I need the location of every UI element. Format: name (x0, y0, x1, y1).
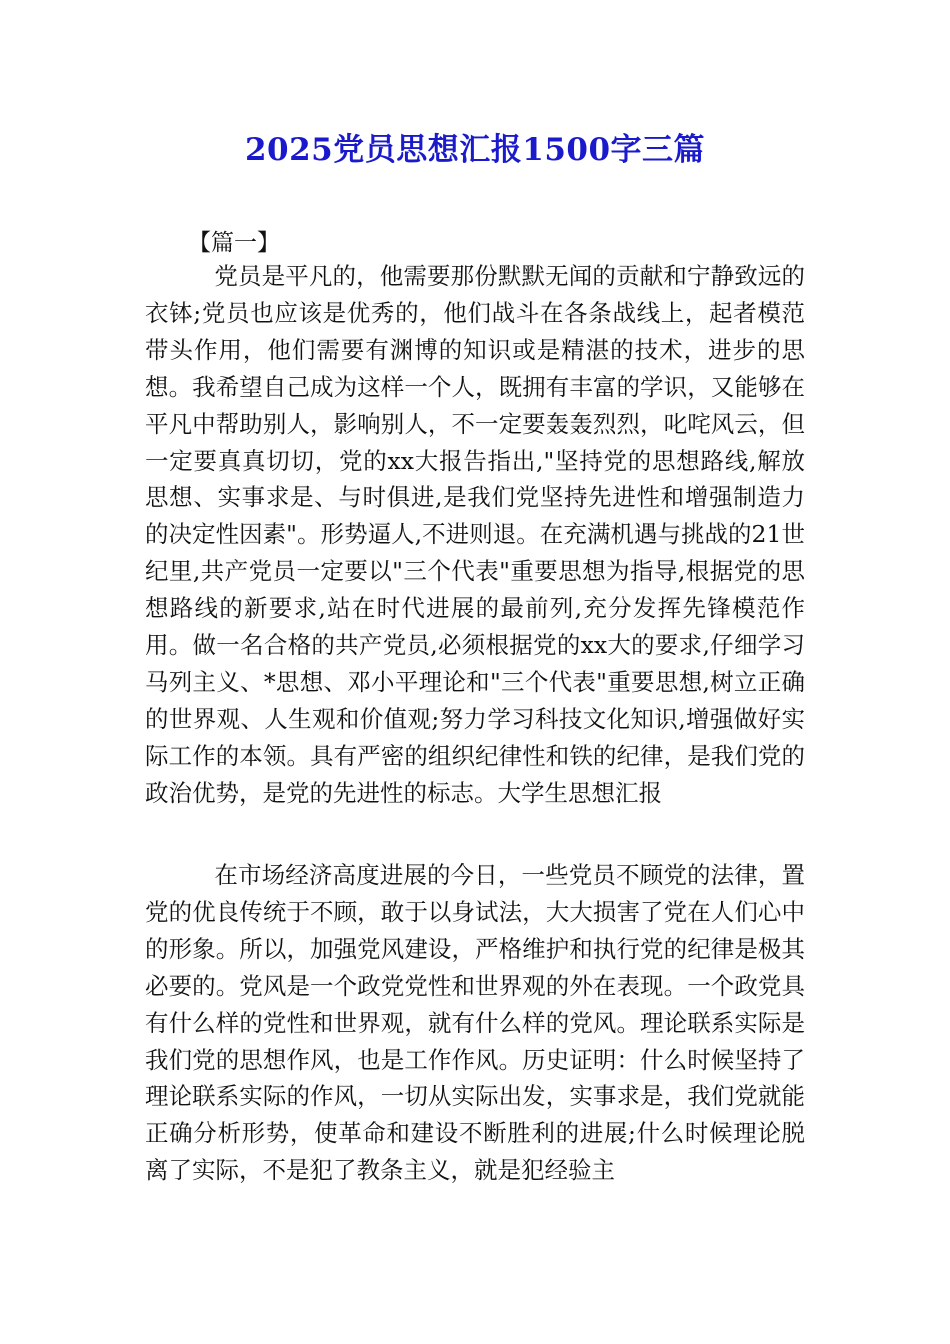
body-paragraph: 党员是平凡的，他需要那份默默无闻的贡献和宁静致远的衣钵;党员也应该是优秀的，他们战斗在各条战线上，起者模范带头作用，他们需要有渊博的知识或是精湛的技术，进步的思想。我希望自己成为这样一个人，既拥有丰富的学识，又能够在平凡中帮助别人，影响别人，不一定要轰轰烈烈，叱咤风云，但一定要真真切切，党的xx大报告指出,"坚持党的思想路线,解放思想、实事求是、与时俱进,是我们党坚持先进性和增强制造力的决定性因素"。形势逼人,不进则退。在充满机遇与挑战的21世纪里,共产党员一定要以"三个代表"重要思想为指导,根据党的思想路线的新要求,站在时代进展的最前列,充分发挥先锋模范作用。做一名合格的共产党员,必须根据党的xx大的要求,仔细学习马列主义、*思想、邓小平理论和"三个代表"重要思想,树立正确的世界观、人生观和价值观;努力学习科技文化知识,增强做好实际工作的本领。具有严密的组织纪律性和铁的纪律，是我们党的政治优势，是党的先进性的标志。大学生思想汇报 (145, 262, 805, 807)
section-label: 【篇一】 (188, 230, 280, 256)
body-paragraph: 在市场经济高度进展的今日，一些党员不顾党的法律，置党的优良传统于不顾，敢于以身试法，大大损害了党在人们心中的形象。所以，加强党风建设，严格维护和执行党的纪律是极其必要的。党风是一个政党党性和世界观的外在表现。一个政党具有什么样的党性和世界观，就有什么样的党风。理论联系实际是我们党的思想作风，也是工作作风。历史证明：什么时候坚持了理论联系实际的作风，一切从实际出发，实事求是，我们党就能正确分析形势，使革命和建设不断胜利的进展;什么时候理论脱离了实际，不是犯了教条主义，就是犯经验主 (145, 861, 805, 1185)
document-title: 2025党员思想汇报1500字三篇 (244, 132, 706, 168)
